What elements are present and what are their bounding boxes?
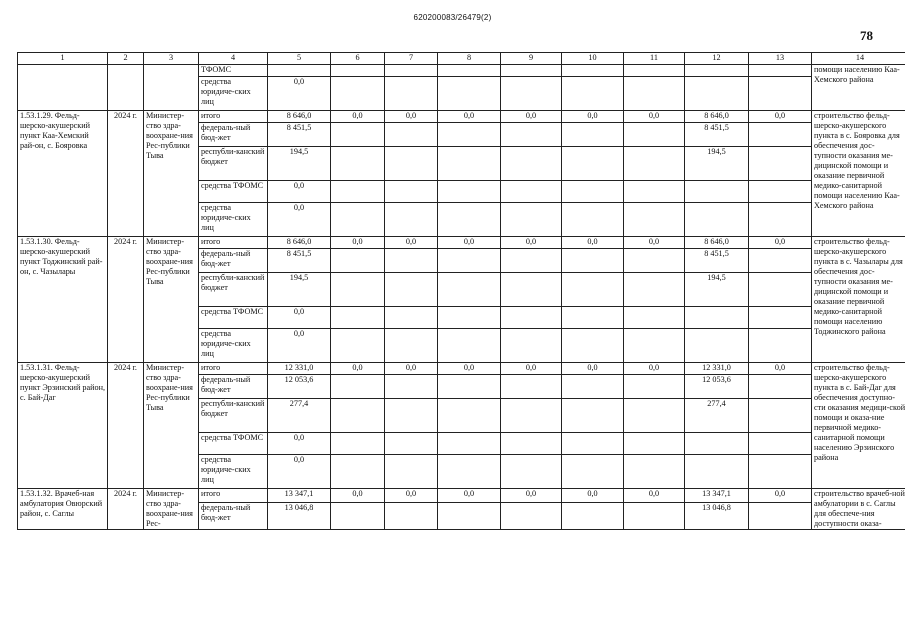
table-row <box>18 363 905 375</box>
amount-v5: 13 046,8 <box>268 502 331 529</box>
amount-v5: 13 347,1 <box>268 489 331 503</box>
period: 2024 г. <box>108 489 144 530</box>
amount-v7 <box>385 181 438 203</box>
amount-v12 <box>685 181 749 203</box>
amount-v10 <box>562 455 624 489</box>
amount-v7 <box>385 65 438 77</box>
page-number: 78 <box>860 28 873 43</box>
amount-v7 <box>385 502 438 529</box>
budget-table <box>17 52 905 530</box>
amount-v6 <box>331 249 385 273</box>
amount-v10: 0,0 <box>562 489 624 503</box>
amount-v13 <box>749 273 812 307</box>
amount-v9 <box>501 329 562 363</box>
amount-v8 <box>438 455 501 489</box>
amount-v11 <box>624 433 685 455</box>
funding-source: ТФОМС <box>199 65 268 77</box>
amount-v10 <box>562 399 624 433</box>
amount-v7 <box>385 399 438 433</box>
amount-v5: 8 451,5 <box>268 249 331 273</box>
amount-v5: 0,0 <box>268 203 331 237</box>
amount-v6 <box>331 65 385 77</box>
amount-v11 <box>624 147 685 181</box>
period <box>108 65 144 111</box>
amount-v8 <box>438 433 501 455</box>
funding-source: средства ТФОМС <box>199 433 268 455</box>
amount-v6 <box>331 307 385 329</box>
amount-v12: 8 451,5 <box>685 123 749 147</box>
amount-v7 <box>385 307 438 329</box>
amount-v10 <box>562 273 624 307</box>
amount-v11 <box>624 307 685 329</box>
expected-result: помощи населению Каа-Хемского района <box>812 65 905 111</box>
measure-name: 1.53.1.31. Фельд-шерско-акушерский пункт Эрзинский район, с. Бай-Даг <box>18 363 108 489</box>
amount-v9 <box>501 147 562 181</box>
amount-v9: 0,0 <box>501 363 562 375</box>
document-number: 620200083/26479(2) <box>413 13 492 22</box>
column-number-row <box>18 53 905 65</box>
amount-v13: 0,0 <box>749 363 812 375</box>
amount-v8: 0,0 <box>438 237 501 249</box>
amount-v6: 0,0 <box>331 489 385 503</box>
funding-source: итого <box>199 363 268 375</box>
funding-source: республи-канский бюджет <box>199 147 268 181</box>
funding-source: средства юридиче-ских лиц <box>199 203 268 237</box>
amount-v11 <box>624 249 685 273</box>
amount-v10 <box>562 329 624 363</box>
column-number: 7 <box>385 53 438 65</box>
amount-v13 <box>749 502 812 529</box>
amount-v11 <box>624 203 685 237</box>
amount-v7 <box>385 77 438 111</box>
amount-v12: 194,5 <box>685 147 749 181</box>
amount-v9 <box>501 433 562 455</box>
amount-v12 <box>685 307 749 329</box>
amount-v13 <box>749 307 812 329</box>
amount-v12: 194,5 <box>685 273 749 307</box>
amount-v12 <box>685 203 749 237</box>
funding-source: средства ТФОМС <box>199 307 268 329</box>
amount-v10 <box>562 203 624 237</box>
amount-v10 <box>562 307 624 329</box>
amount-v9 <box>501 455 562 489</box>
amount-v8 <box>438 307 501 329</box>
amount-v7 <box>385 249 438 273</box>
amount-v12: 277,4 <box>685 399 749 433</box>
amount-v11 <box>624 77 685 111</box>
amount-v8: 0,0 <box>438 489 501 503</box>
amount-v11: 0,0 <box>624 237 685 249</box>
column-number: 1 <box>18 53 108 65</box>
column-number: 5 <box>268 53 331 65</box>
amount-v5: 0,0 <box>268 77 331 111</box>
executor: Министер-ство здра-воохране-ния Рес-публики Тыва <box>144 237 199 363</box>
period: 2024 г. <box>108 363 144 489</box>
amount-v7 <box>385 147 438 181</box>
amount-v13 <box>749 249 812 273</box>
amount-v6 <box>331 375 385 399</box>
amount-v12 <box>685 77 749 111</box>
amount-v11 <box>624 399 685 433</box>
amount-v5 <box>268 65 331 77</box>
executor: Министер-ство здра-воохране-ния Рес-публики Тыва <box>144 111 199 237</box>
amount-v13 <box>749 455 812 489</box>
amount-v6 <box>331 273 385 307</box>
amount-v12 <box>685 65 749 77</box>
amount-v12: 8 646,0 <box>685 111 749 123</box>
funding-source: федераль-ный бюд-жет <box>199 502 268 529</box>
amount-v7 <box>385 433 438 455</box>
amount-v11 <box>624 181 685 203</box>
amount-v6 <box>331 203 385 237</box>
funding-source: средства юридиче-ских лиц <box>199 77 268 111</box>
funding-source: итого <box>199 489 268 503</box>
amount-v5: 0,0 <box>268 307 331 329</box>
amount-v10: 0,0 <box>562 111 624 123</box>
amount-v13: 0,0 <box>749 237 812 249</box>
amount-v11 <box>624 329 685 363</box>
expected-result: строительство фельд-шерско-акушерского пункта в с. Бай-Даг для обеспечения доступно-сти оказания медици-ской помощи и оказа-ние первичной медико-санитарной помощи населению Эрзинского района <box>812 363 905 489</box>
funding-source: средства ТФОМС <box>199 181 268 203</box>
amount-v11: 0,0 <box>624 111 685 123</box>
period: 2024 г. <box>108 237 144 363</box>
amount-v9 <box>501 273 562 307</box>
amount-v7 <box>385 329 438 363</box>
amount-v5: 8 646,0 <box>268 237 331 249</box>
funding-source: итого <box>199 111 268 123</box>
amount-v7 <box>385 455 438 489</box>
amount-v9 <box>501 307 562 329</box>
amount-v13 <box>749 203 812 237</box>
amount-v8 <box>438 375 501 399</box>
amount-v7 <box>385 273 438 307</box>
amount-v13 <box>749 375 812 399</box>
funding-source: федераль-ный бюд-жет <box>199 123 268 147</box>
column-number: 13 <box>749 53 812 65</box>
funding-source: средства юридиче-ских лиц <box>199 329 268 363</box>
amount-v5: 8 646,0 <box>268 111 331 123</box>
amount-v8: 0,0 <box>438 111 501 123</box>
executor <box>144 65 199 111</box>
amount-v10 <box>562 502 624 529</box>
executor: Министер-ство здра-воохране-ния Рес-публики Тыва <box>144 363 199 489</box>
period: 2024 г. <box>108 111 144 237</box>
amount-v7: 0,0 <box>385 363 438 375</box>
amount-v9 <box>501 375 562 399</box>
amount-v9: 0,0 <box>501 237 562 249</box>
amount-v7: 0,0 <box>385 489 438 503</box>
funding-source: средства юридиче-ских лиц <box>199 455 268 489</box>
amount-v11 <box>624 123 685 147</box>
amount-v10 <box>562 181 624 203</box>
funding-source: федераль-ный бюд-жет <box>199 249 268 273</box>
amount-v8 <box>438 181 501 203</box>
amount-v6: 0,0 <box>331 237 385 249</box>
amount-v11 <box>624 273 685 307</box>
amount-v8 <box>438 502 501 529</box>
measure-name: 1.53.1.30. Фельд-шерско-акушерский пункт Тоджинский рай-он, с. Чазылары <box>18 237 108 363</box>
amount-v6 <box>331 455 385 489</box>
amount-v8: 0,0 <box>438 363 501 375</box>
column-number: 9 <box>501 53 562 65</box>
amount-v6 <box>331 399 385 433</box>
amount-v9 <box>501 181 562 203</box>
amount-v12: 8 646,0 <box>685 237 749 249</box>
amount-v7: 0,0 <box>385 111 438 123</box>
column-number: 6 <box>331 53 385 65</box>
amount-v13 <box>749 329 812 363</box>
amount-v10 <box>562 375 624 399</box>
table-row <box>18 237 905 249</box>
expected-result: строительство врачеб-ной амбулатории в с. Саглы для обеспече-ния доступности оказа- <box>812 489 905 530</box>
amount-v12: 12 331,0 <box>685 363 749 375</box>
amount-v11 <box>624 502 685 529</box>
amount-v7 <box>385 375 438 399</box>
amount-v12: 13 347,1 <box>685 489 749 503</box>
amount-v7 <box>385 203 438 237</box>
amount-v11: 0,0 <box>624 489 685 503</box>
amount-v10: 0,0 <box>562 363 624 375</box>
amount-v11: 0,0 <box>624 363 685 375</box>
amount-v8 <box>438 203 501 237</box>
table-row <box>18 489 905 503</box>
amount-v8 <box>438 399 501 433</box>
amount-v5: 8 451,5 <box>268 123 331 147</box>
amount-v8 <box>438 77 501 111</box>
funding-source: республи-канский бюджет <box>199 399 268 433</box>
amount-v5: 0,0 <box>268 455 331 489</box>
funding-source: итого <box>199 237 268 249</box>
amount-v6 <box>331 433 385 455</box>
amount-v5: 12 053,6 <box>268 375 331 399</box>
amount-v8 <box>438 147 501 181</box>
amount-v12: 8 451,5 <box>685 249 749 273</box>
amount-v5: 0,0 <box>268 329 331 363</box>
amount-v6 <box>331 181 385 203</box>
amount-v9 <box>501 77 562 111</box>
amount-v10: 0,0 <box>562 237 624 249</box>
amount-v13 <box>749 65 812 77</box>
amount-v13 <box>749 181 812 203</box>
measure-name: 1.53.1.32. Врачеб-ная амбулатория Овюрский район, с. Саглы <box>18 489 108 530</box>
column-number: 14 <box>812 53 905 65</box>
amount-v13 <box>749 433 812 455</box>
amount-v9: 0,0 <box>501 111 562 123</box>
executor: Министер-ство здра-воохране-ния Рес- <box>144 489 199 530</box>
column-number: 10 <box>562 53 624 65</box>
funding-source: республи-канский бюджет <box>199 273 268 307</box>
amount-v9: 0,0 <box>501 489 562 503</box>
amount-v6 <box>331 147 385 181</box>
amount-v13 <box>749 123 812 147</box>
table-row <box>18 65 905 77</box>
expected-result: строительство фельд-шерско-акушерского пункта в с. Бояровка для обеспечения дос-тупности оказания ме-дицинской помощи и оказание первичной медико-санитарной помощи населению Каа-Хемского района <box>812 111 905 237</box>
amount-v11 <box>624 65 685 77</box>
amount-v5: 277,4 <box>268 399 331 433</box>
amount-v10 <box>562 147 624 181</box>
amount-v9 <box>501 65 562 77</box>
amount-v7 <box>385 123 438 147</box>
amount-v8 <box>438 123 501 147</box>
amount-v5: 194,5 <box>268 273 331 307</box>
amount-v6: 0,0 <box>331 363 385 375</box>
amount-v12: 13 046,8 <box>685 502 749 529</box>
amount-v12 <box>685 329 749 363</box>
amount-v6 <box>331 77 385 111</box>
amount-v13: 0,0 <box>749 489 812 503</box>
amount-v12 <box>685 455 749 489</box>
measure-name: 1.53.1.29. Фельд-шерско-акушерский пункт Каа-Хемский рай-он, с. Бояровка <box>18 111 108 237</box>
amount-v10 <box>562 77 624 111</box>
amount-v9 <box>501 203 562 237</box>
amount-v6: 0,0 <box>331 111 385 123</box>
amount-v9 <box>501 123 562 147</box>
amount-v10 <box>562 249 624 273</box>
column-number: 4 <box>199 53 268 65</box>
amount-v5: 194,5 <box>268 147 331 181</box>
amount-v13 <box>749 399 812 433</box>
table-row <box>18 111 905 123</box>
amount-v7: 0,0 <box>385 237 438 249</box>
amount-v6 <box>331 329 385 363</box>
amount-v6 <box>331 502 385 529</box>
amount-v13 <box>749 77 812 111</box>
amount-v13 <box>749 147 812 181</box>
amount-v6 <box>331 123 385 147</box>
funding-source: федераль-ный бюд-жет <box>199 375 268 399</box>
amount-v10 <box>562 123 624 147</box>
column-number: 12 <box>685 53 749 65</box>
amount-v9 <box>501 399 562 433</box>
amount-v11 <box>624 375 685 399</box>
amount-v8 <box>438 273 501 307</box>
amount-v10 <box>562 65 624 77</box>
expected-result: строительство фельд-шерско-акушерского пункта в с. Чазылары для обеспечения дос-тупности оказания ме-дицинской помощи и оказание первичной медико-санитарной помощи населению Тоджинского района <box>812 237 905 363</box>
amount-v9 <box>501 249 562 273</box>
amount-v8 <box>438 329 501 363</box>
amount-v12: 12 053,6 <box>685 375 749 399</box>
amount-v5: 0,0 <box>268 181 331 203</box>
amount-v10 <box>562 433 624 455</box>
column-number: 8 <box>438 53 501 65</box>
amount-v5: 12 331,0 <box>268 363 331 375</box>
amount-v12 <box>685 433 749 455</box>
amount-v5: 0,0 <box>268 433 331 455</box>
amount-v9 <box>501 502 562 529</box>
column-number: 11 <box>624 53 685 65</box>
measure-name <box>18 65 108 111</box>
amount-v8 <box>438 65 501 77</box>
amount-v8 <box>438 249 501 273</box>
column-number: 3 <box>144 53 199 65</box>
amount-v13: 0,0 <box>749 111 812 123</box>
amount-v11 <box>624 455 685 489</box>
column-number: 2 <box>108 53 144 65</box>
